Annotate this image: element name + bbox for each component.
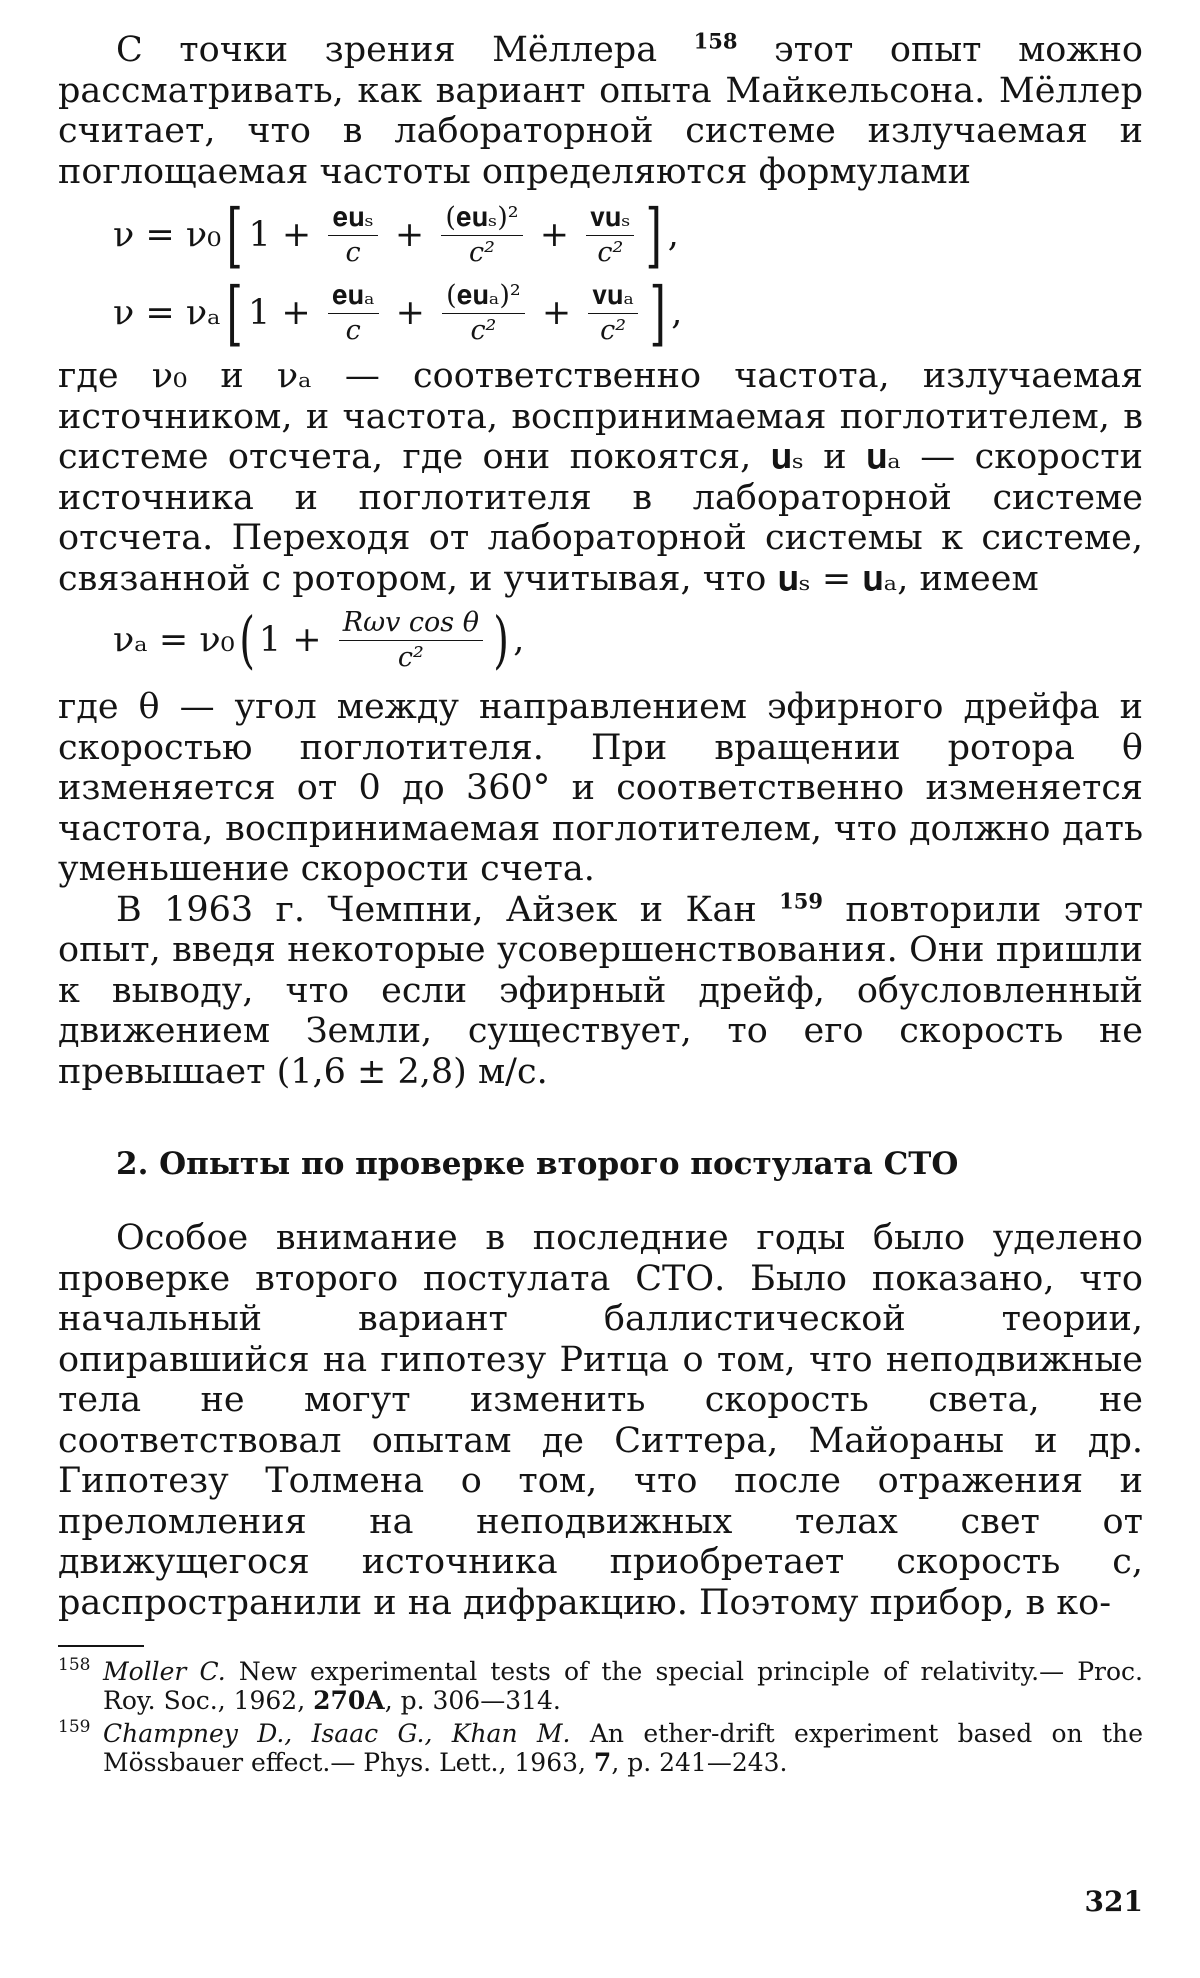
- paragraph-2: где ν₀ и νₐ — соответственно частота, излучаемая источником, и частота, воспринимаемая поглотителем, в системе отсчета, где они покоятся, 𝐮ₛ и 𝐮ₐ — скорости источника и поглотителя в лабораторной системе отсчета. Переходя от лабораторной системы к системе, связанной с ротором, и учитывая, что 𝐮ₛ = 𝐮ₐ, имеем: [58, 356, 1143, 599]
- fraction-3: [588, 281, 638, 346]
- formula-1-comma: ,: [667, 215, 679, 255]
- left-bracket: [: [226, 194, 244, 276]
- fraction-1-numerator: 𝐞𝐮ₛ: [328, 203, 377, 236]
- formula-3-lhs: νₐ = ν₀: [113, 620, 235, 660]
- section-heading: 2. Опыты по проверке второго постулата СТО: [116, 1146, 959, 1182]
- fraction-1: [328, 281, 379, 346]
- plus-sign: +: [530, 293, 583, 333]
- formula-emitted-frequency: [113, 196, 1143, 274]
- footnote-ref-159[interactable]: 159: [779, 887, 823, 913]
- footnote-author: Champney D., Isaac G., Khan M.: [103, 1718, 571, 1748]
- plus-sign: +: [383, 215, 436, 255]
- fraction-3: [586, 203, 634, 268]
- fraction-3-denominator: c²: [600, 314, 627, 346]
- footnote-pages: , p. 306—314.: [384, 1685, 561, 1715]
- paragraph-1-text-a: С точки зрения Мёллера: [116, 30, 658, 70]
- plus-sign: +: [528, 215, 581, 255]
- formula-2-one: 1 +: [247, 293, 322, 333]
- footnote-text: An ether-drift experiment based on the Mössbauer effect.— Phys. Lett., 1963,: [103, 1718, 1144, 1777]
- footnote-volume: 7: [593, 1747, 612, 1777]
- formula-absorbed-frequency: [113, 274, 1143, 352]
- fraction-2-numerator: (𝐞𝐮ₛ)²: [441, 203, 522, 236]
- paragraph-4: [58, 887, 1143, 1093]
- fraction-2-numerator: (𝐞𝐮ₐ)²: [442, 281, 525, 314]
- paragraph-3: где θ — угол между направлением эфирного дрейфа и скоростью поглотителя. При вращении ротора θ изменяется от 0 до 360° и соответственно изменяется частота, воспринимаемая поглотителем, что должно дать уменьшение скорости счета.: [58, 687, 1143, 889]
- formula-2-lhs: ν = νₐ: [113, 293, 221, 333]
- left-paren: (: [238, 603, 255, 676]
- footnote-pages: , p. 241—243.: [611, 1747, 788, 1777]
- formula-1-lhs: ν = ν₀: [113, 215, 222, 255]
- footnote-ref-158[interactable]: 158: [693, 28, 738, 54]
- formula-2-comma: ,: [671, 293, 683, 333]
- formula-rotor-frequency: [113, 599, 1143, 681]
- fraction-1-denominator: c: [345, 236, 361, 268]
- fraction-2-denominator: c²: [468, 236, 495, 268]
- fraction-1-numerator: 𝐞𝐮ₐ: [328, 281, 379, 314]
- footnote-text: New experimental tests of the special principle of relativity.— Proc. Roy. Soc., 1962,: [103, 1656, 1143, 1715]
- formula-1-one: 1 +: [248, 215, 323, 255]
- formula-3-one: 1 +: [258, 620, 333, 660]
- fraction-1: [328, 203, 377, 268]
- footnote-author: Moller C.: [103, 1656, 226, 1686]
- paragraph-1: [58, 30, 1143, 192]
- fraction-2: [441, 203, 522, 268]
- paragraph-4-text-b: повторили этот опыт, введя некоторые усовершенствования. Они пришли к выводу, что если эфирный дрейф, обусловленный движением Земли, существует, то его скорость не превышает (1,6 ± 2,8) м/с.: [58, 889, 1143, 1092]
- footnote-volume: 270A: [313, 1685, 385, 1715]
- paragraph-1-text-b: этот опыт можно рассматривать, как вариант опыта Майкельсона. Мёллер считает, что в лабораторной системе излучаемая и поглощаемая частоты определяются формулами: [58, 30, 1143, 192]
- footnote-158: 158 Moller C. New experimental tests of the special principle of relativity.— Proc. Roy. Soc., 1962, 270A, p. 306—314.: [58, 1655, 1143, 1715]
- paragraph-4-text-a: В 1963 г. Чемпни, Айзек и Кан: [116, 889, 757, 930]
- right-paren: ): [493, 603, 509, 676]
- page-number: 321: [1084, 1885, 1143, 1918]
- fraction-rotor-denominator: c²: [397, 641, 424, 673]
- footnote-159: 159 Champney D., Isaac G., Khan M. An ether-drift experiment based on the Mössbauer effect.— Phys. Lett., 1963, 7, p. 241—243.: [58, 1717, 1144, 1777]
- footnote-divider: [58, 1645, 144, 1647]
- fraction-2-denominator: c²: [470, 314, 497, 346]
- fraction-rotor: [339, 608, 483, 673]
- book-page: [58, 30, 1143, 1960]
- fraction-1-denominator: c: [345, 314, 361, 346]
- fraction-3-denominator: c²: [597, 236, 624, 268]
- fraction-2: [442, 281, 525, 346]
- left-bracket: [: [226, 272, 243, 354]
- fraction-3-numerator: 𝐯𝐮ₐ: [588, 281, 638, 314]
- fraction-3-numerator: 𝐯𝐮ₛ: [586, 203, 634, 236]
- right-bracket: ]: [649, 272, 666, 354]
- paragraph-5: Особое внимание в последние годы было уделено проверке второго постулата СТО. Было показано, что начальный вариант баллистической теории, опиравшийся на гипотезу Ритца о том, что неподвижные тела не могут изменить скорость света, не соответствовал опытам де Ситтера, Майораны и др. Гипотезу Толмена о том, что после отражения и преломления на неподвижных телах свет от движущегося источника приобретает скорость c, распространили и на дифракцию. Поэтому прибор, в ко-: [58, 1218, 1143, 1623]
- right-bracket: ]: [645, 194, 663, 276]
- plus-sign: +: [384, 293, 437, 333]
- formula-3-comma: ,: [513, 620, 525, 660]
- fraction-rotor-numerator: Rωv cos θ: [339, 608, 483, 641]
